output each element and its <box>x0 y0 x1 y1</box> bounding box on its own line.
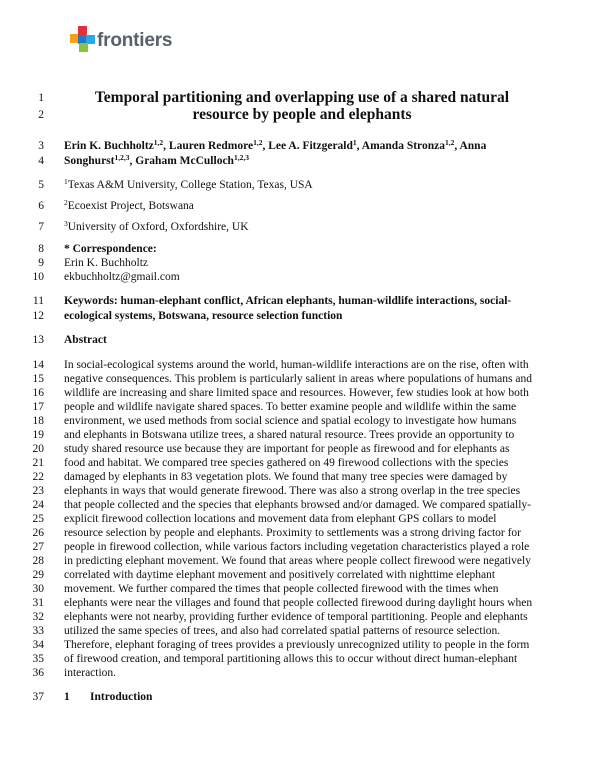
abstract-line: elephants in ways that would generate firewood. There was also a strong overlap in the tree species <box>64 485 521 497</box>
affiliation: $^3$University of Oxford, Oxfordshire, UK <box>64 219 249 233</box>
author-name: Erin K. Buchholtz <box>64 140 154 152</box>
line-number: 33 <box>32 625 44 637</box>
abstract-line: utilized the same species of trees, and also had correlated spatial patterns of resource selection. <box>64 625 501 637</box>
correspondence-name: Erin K. Buchholtz <box>64 257 148 269</box>
line-number: 11 <box>32 295 44 307</box>
line-number: 21 <box>32 457 44 469</box>
section-title: Introduction <box>90 691 153 703</box>
paper-title-line-2: resource by people and elephants <box>192 106 412 123</box>
abstract-line: explicit firewood collection locations and movement data from elephant GPS collars to model <box>64 513 497 525</box>
abstract-line: and elephants in Botswana utilize trees, a shared natural resource. Trees provide an opportunity to <box>64 429 515 441</box>
author-name: Lee A. Fitzgerald <box>268 140 353 152</box>
abstract-line: environment, we used methods from social science and spatial ecology to investigate how humans <box>64 415 517 427</box>
author-affiliation-sup: 1,2,3 <box>114 153 130 162</box>
line-number: 6 <box>38 200 44 212</box>
author-affiliation-sup: 1,2 <box>153 138 164 147</box>
line-number: 13 <box>32 334 44 346</box>
abstract-line: In social-ecological systems around the world, human-wildlife interactions are on the rise, often with <box>64 359 529 371</box>
line-number: 5 <box>38 179 44 191</box>
line-number: 8 <box>38 243 44 255</box>
abstract-line: in predicting elephant movement. We found that areas where people collect firewood were negatively <box>64 555 531 567</box>
keywords-line-2: ecological systems, Botswana, resource selection function <box>64 310 343 322</box>
abstract-line: damaged by elephants in 83 vegetation plots. We found that many tree species were damaged by <box>64 471 508 483</box>
line-number: 37 <box>32 691 44 703</box>
line-number: 32 <box>32 611 44 623</box>
abstract-line: people and wildlife navigate shared spaces. To better examine people and wildlife within the same <box>64 401 517 413</box>
line-number: 24 <box>32 499 44 511</box>
section-number: 1 <box>64 691 70 703</box>
line-number: 23 <box>32 485 44 497</box>
line-number: 28 <box>32 555 44 567</box>
author-affiliation-sup: 1 <box>352 138 357 147</box>
authors-line-2: Songhurst$^{1,2,3}$, Graham McCulloch$^{1,2,3}$ <box>64 153 249 167</box>
line-number: 10 <box>32 271 44 283</box>
abstract-line: people in firewood collection, while various factors including vegetation characteristics played a role <box>64 541 530 553</box>
line-number: 27 <box>32 541 44 553</box>
abstract-line: negative consequences. This problem is particularly salient in areas where populations of humans and <box>64 373 532 385</box>
author-affiliation-sup: 1,2 <box>253 138 263 147</box>
line-number: 15 <box>32 373 44 385</box>
abstract-line: movement. We further compared the times that people collected firewood with the times when <box>64 583 499 595</box>
abstract-line: resource selection by people and elephants. Proximity to settlements was a strong driving factor for <box>64 527 522 539</box>
line-number: 30 <box>32 583 44 595</box>
abstract-heading: Abstract <box>64 334 107 346</box>
line-number: 9 <box>38 257 44 269</box>
keywords-line-1: Keywords: human-elephant conflict, African elephants, human-wildlife interactions, social- <box>64 295 512 307</box>
abstract-line: food and habitat. We compared tree species gathered on 49 firewood collections with the species <box>64 457 509 469</box>
authors-line-1: Erin K. Buchholtz$^{1,2}$, Lauren Redmore$^{1,2}$, Lee A. Fitzgerald$^1$, Amanda Stronza$^{1,2}$, Anna <box>64 138 487 152</box>
author-name: Lauren Redmore <box>168 140 254 152</box>
author-name: Anna <box>459 140 487 152</box>
author-name: Amanda Stronza <box>361 140 445 152</box>
author-name: Graham McCulloch <box>135 155 234 167</box>
line-number: 4 <box>38 155 44 167</box>
abstract-line: correlated with daytime elephant movement and positively correlated with nighttime elephant <box>64 569 496 581</box>
frontiers-logo-mark <box>70 26 96 52</box>
line-number: 7 <box>38 221 44 233</box>
paper-title-line-1: Temporal partitioning and overlapping use of a shared natural <box>94 89 510 106</box>
line-number: 17 <box>32 401 44 413</box>
section-heading-introduction <box>64 690 152 704</box>
line-number: 29 <box>32 569 44 581</box>
abstract-line: that people collected and the species that elephants browsed and/or damaged. We compared spatially- <box>64 499 531 511</box>
line-number: 35 <box>32 653 44 665</box>
line-number: 16 <box>32 387 44 399</box>
author-name: Songhurst <box>64 155 115 167</box>
line-number: 36 <box>32 667 44 679</box>
frontiers-logo-text: frontiers <box>97 30 173 51</box>
abstract-line: interaction. <box>64 667 117 679</box>
line-number: 26 <box>32 527 44 539</box>
line-number: 20 <box>32 443 44 455</box>
line-number: 19 <box>32 429 44 441</box>
abstract-line: study shared resource use because they are important for people as firewood and for elephants as <box>64 443 510 455</box>
abstract-line: of firewood creation, and temporal partitioning allows this to occur without direct human-elephant <box>64 653 518 665</box>
line-number: 22 <box>32 471 44 483</box>
line-number: 31 <box>32 597 44 609</box>
line-number: 34 <box>32 639 44 651</box>
correspondence-email[interactable]: ekbuchholtz@gmail.com <box>64 271 180 283</box>
abstract-line: Therefore, elephant foraging of trees provides a previously unrecognized utility to people in the form <box>64 639 530 651</box>
line-number: 18 <box>32 415 44 427</box>
affiliation: $^2$Ecoexist Project, Botswana <box>64 198 194 212</box>
author-affiliation-sup: 1,2,3 <box>233 153 249 162</box>
abstract-line: wildlife are increasing and share limited space and resources. However, few studies look at how both <box>64 387 529 399</box>
abstract-line: elephants were not nearby, providing further evidence of temporal partitioning. People and elephants <box>64 611 528 623</box>
line-number: 25 <box>32 513 44 525</box>
line-number: 1 <box>38 92 44 104</box>
line-number: 14 <box>32 359 44 371</box>
affiliation: $^1$Texas A&M University, College Station, Texas, USA <box>64 177 313 191</box>
frontiers-logo <box>70 26 180 56</box>
author-affiliation-sup: 1,2 <box>444 138 455 147</box>
correspondence-label: * Correspondence: <box>64 243 157 255</box>
line-number: 3 <box>38 140 44 152</box>
line-number: 2 <box>38 109 44 121</box>
abstract-line: elephants were near the villages and found that people collected firewood during daylight hours when <box>64 597 533 609</box>
line-number: 12 <box>32 310 44 322</box>
